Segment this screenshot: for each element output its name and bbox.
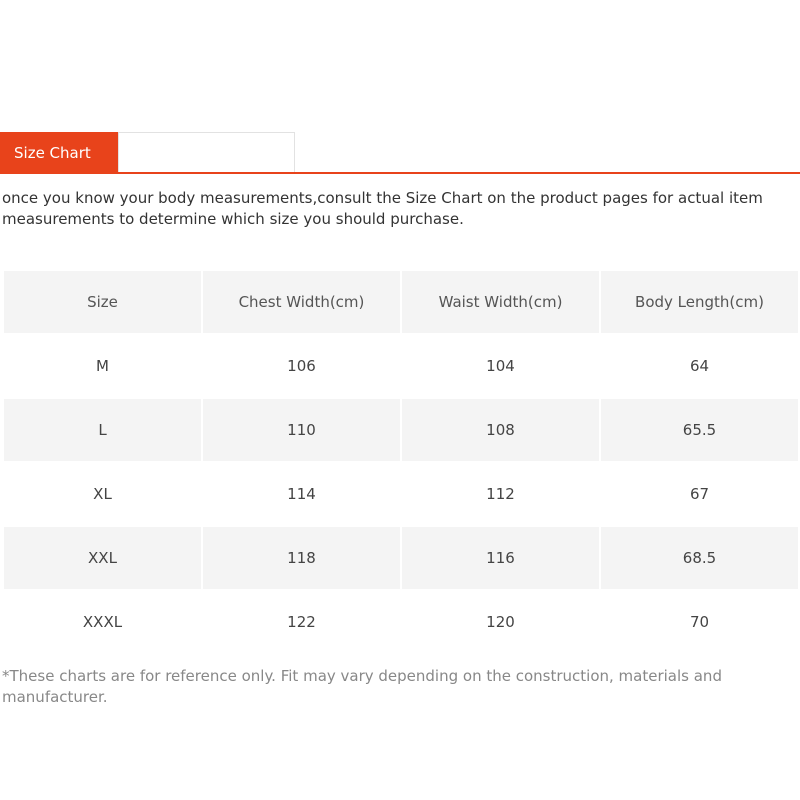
table-row	[4, 527, 798, 589]
header-waist-width: Waist Width(cm)	[402, 271, 599, 333]
cell-waist-width: 108	[402, 399, 599, 461]
footnote-disclaimer: *These charts are for reference only. Fit may vary depending on the construction, materials and manufacturer.	[2, 667, 722, 706]
cell-size: XXL	[4, 527, 201, 589]
cell-chest-width: 110	[203, 399, 400, 461]
tab-size-chart[interactable]: Size Chart	[0, 132, 118, 174]
cell-size: L	[4, 399, 201, 461]
tab-bar	[0, 132, 800, 174]
cell-waist-width: 104	[402, 335, 599, 397]
cell-body-length: 64	[601, 335, 798, 397]
cell-waist-width: 112	[402, 463, 599, 525]
header-body-length: Body Length(cm)	[601, 271, 798, 333]
header-chest-width: Chest Width(cm)	[203, 271, 400, 333]
table-row	[4, 591, 798, 653]
cell-body-length: 68.5	[601, 527, 798, 589]
table-row	[4, 335, 798, 397]
cell-size: XL	[4, 463, 201, 525]
cell-waist-width: 120	[402, 591, 599, 653]
header-size: Size	[4, 271, 201, 333]
table-row	[4, 463, 798, 525]
tab-empty[interactable]	[118, 132, 295, 172]
cell-size: XXXL	[4, 591, 201, 653]
cell-chest-width: 114	[203, 463, 400, 525]
cell-body-length: 67	[601, 463, 798, 525]
cell-waist-width: 116	[402, 527, 599, 589]
cell-chest-width: 118	[203, 527, 400, 589]
cell-body-length: 65.5	[601, 399, 798, 461]
size-table	[2, 269, 800, 655]
cell-size: M	[4, 335, 201, 397]
table-header-row	[4, 271, 798, 333]
table-row	[4, 399, 798, 461]
intro-text: once you know your body measurements,consult the Size Chart on the product pages for actual item measurements to determine which size you should purchase.	[2, 189, 763, 228]
cell-chest-width: 106	[203, 335, 400, 397]
cell-body-length: 70	[601, 591, 798, 653]
cell-chest-width: 122	[203, 591, 400, 653]
